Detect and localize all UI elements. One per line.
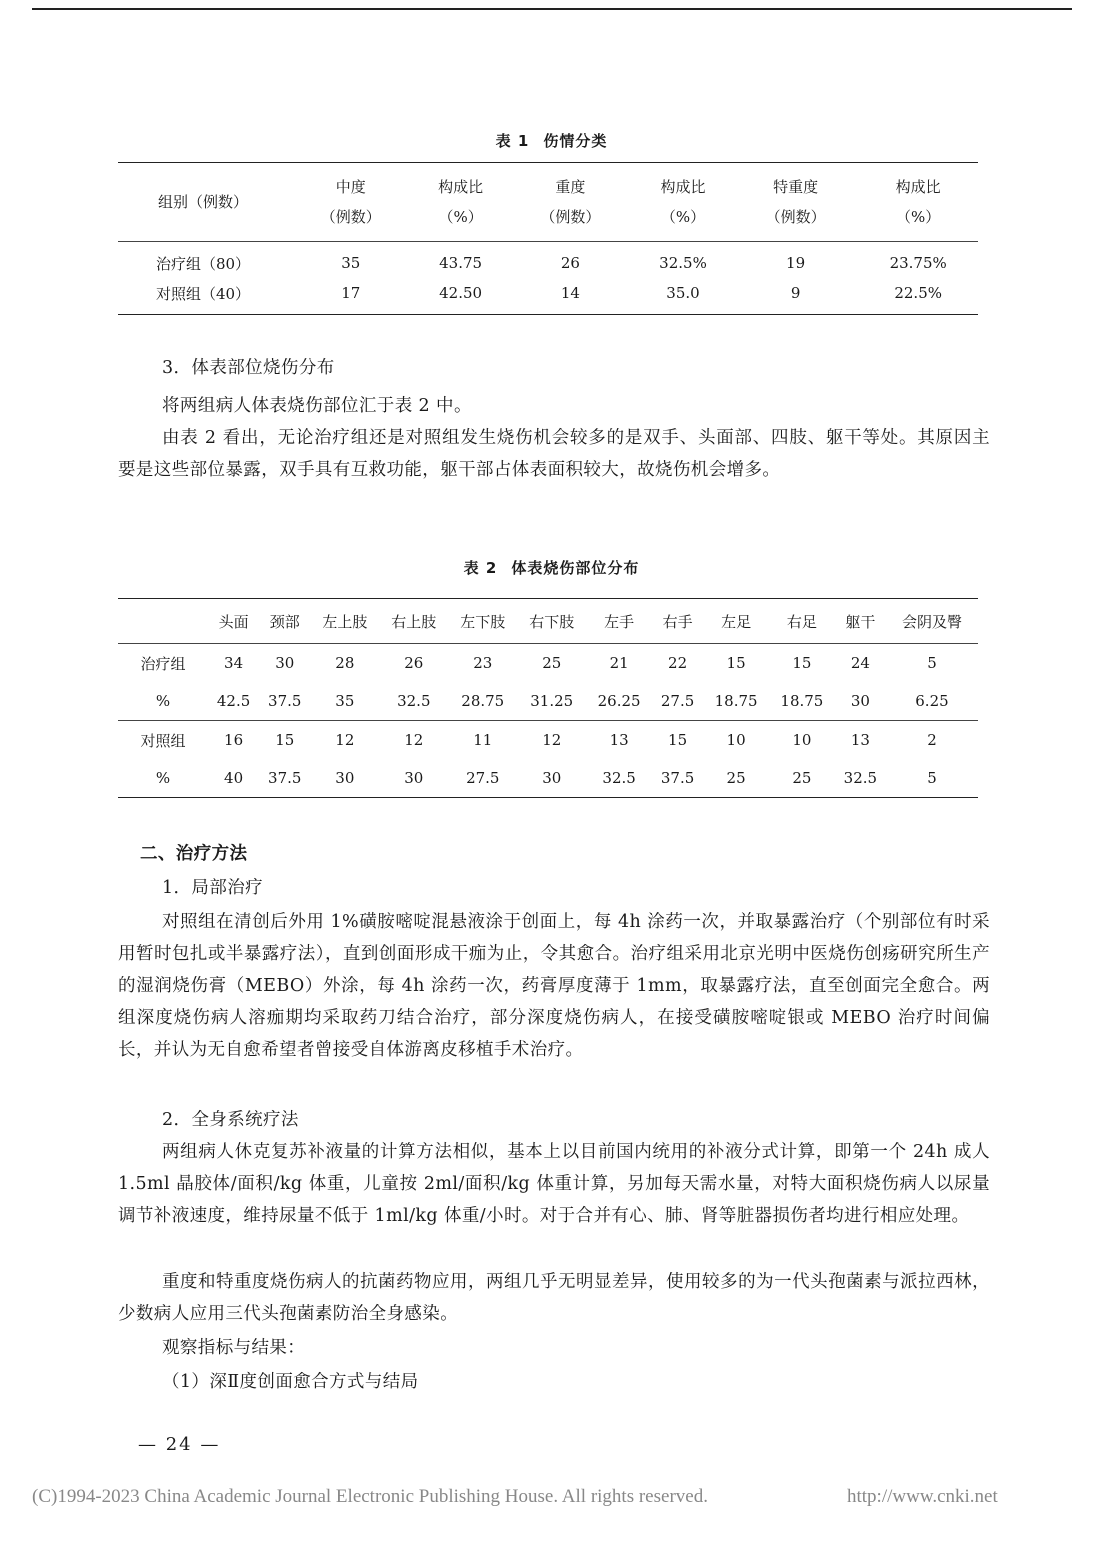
table-cell: 28.75 (448, 682, 517, 721)
table-cell: 14 (560, 284, 580, 302)
row-label: 治疗组 (140, 654, 186, 673)
table-cell: 15 (275, 731, 295, 749)
table-cell: 32.5 (602, 769, 636, 787)
column-header: 右上肢 (379, 599, 448, 644)
column-header: 头面 (208, 599, 259, 644)
table-cell: 30 (404, 769, 424, 787)
paragraph: 将两组病人体表烧伤部位汇于表 2 中。 (162, 396, 472, 416)
table-cell: 32.5% (659, 254, 707, 272)
table-cell: 23.75% (889, 254, 947, 272)
table-cell: 43.75 (439, 254, 483, 272)
column-header: 左上肢 (310, 599, 379, 644)
table-cell: 18.75 (769, 682, 835, 721)
table-cell: 13 (850, 731, 870, 749)
table-cell: 30 (275, 654, 295, 672)
column-header: 右足 (769, 599, 835, 644)
table-row (118, 721, 978, 760)
table-cell: 24 (850, 654, 870, 672)
table1-caption-title: 伤情分类 (543, 132, 608, 150)
table-cell: 34 (224, 654, 244, 672)
copyright-footer (32, 1486, 1072, 1508)
table-cell: 26 (404, 654, 424, 672)
table-cell: 12 (335, 731, 355, 749)
paragraph: 由表 2 看出，无论治疗组还是对照组发生烧伤机会较多的是双手、头面部、四肢、躯干等处。其原因主要是这些部位暴露，双手具有互救功能，躯干部占体表面积较大，故烧伤机会增多。 (118, 428, 990, 480)
table-cell: 9 (790, 284, 801, 302)
table-cell: 25 (792, 769, 812, 787)
table-cell: 22.5% (894, 284, 942, 302)
column-header: 左手 (586, 599, 652, 644)
column-header: 右手 (652, 599, 703, 644)
table-cell: 35 (341, 254, 361, 272)
page-number: — 24 — (138, 1434, 221, 1455)
injury-classification-table (118, 162, 978, 315)
column-header: 左下肢 (448, 599, 517, 644)
table-cell: 23 (473, 654, 493, 672)
column-header: 左足 (703, 599, 769, 644)
table-cell: 5 (927, 654, 937, 672)
table-cell: 对照组（40） (155, 284, 251, 303)
table-cell: 13 (609, 731, 629, 749)
table1-caption-number: 表 1 (495, 132, 530, 150)
table-row (118, 278, 978, 315)
burn-site-distribution-table (118, 598, 978, 798)
footer-url: http://www.cnki.net (847, 1486, 998, 1507)
subsection-heading: （1）深Ⅱ度创面愈合方式与结局 (162, 1372, 419, 1392)
table-cell: 16 (224, 731, 244, 749)
table-cell: 42.50 (439, 284, 483, 302)
paragraph: 两组病人休克复苏补液量的计算方法相似，基本上以目前国内统用的补液分式计算，即第一个 24h 成人 1.5ml 晶胶体/面积/kg 体重，儿童按 2ml/面积/kg 体重计算，另加每天需水量，对特大面积烧伤病人以尿量调节补液速度，维持尿量不低于 1ml/kg 体重/小时。对于合并有心、肺、肾等脏器损伤者均进行相应处理。 (118, 1142, 990, 1226)
table-cell: 25 (542, 654, 562, 672)
subsection-heading: 1．局部治疗 (162, 878, 264, 898)
table-cell: 2 (927, 731, 937, 749)
column-header: 组别（例数） (118, 163, 288, 242)
section-heading: 二、治疗方法 (140, 844, 248, 864)
table-cell: 治疗组（80） (155, 254, 251, 273)
table-row (118, 644, 978, 683)
row-label: % (155, 769, 171, 787)
subsection-heading: 观察指标与结果： (162, 1338, 306, 1358)
column-header: 构成比 （%） (414, 163, 508, 242)
table-cell: 28 (335, 654, 355, 672)
table-cell: 32.5 (379, 682, 448, 721)
table-row (118, 759, 978, 798)
table1-caption (0, 130, 1103, 151)
table-cell: 5 (927, 769, 937, 787)
table-cell: 25 (726, 769, 746, 787)
table-cell: 22 (668, 654, 688, 672)
table-cell: 26 (560, 254, 580, 272)
table-header-row (118, 599, 978, 644)
column-header: 颈部 (259, 599, 310, 644)
table-cell: 40 (224, 769, 244, 787)
table-cell: 31.25 (517, 682, 586, 721)
table-cell: 10 (792, 731, 812, 749)
table2-caption-title: 体表烧伤部位分布 (511, 559, 640, 577)
table-cell: 37.5 (268, 769, 302, 787)
table-cell: 18.75 (703, 682, 769, 721)
column-header: 右下肢 (517, 599, 586, 644)
table-cell: 30 (335, 769, 355, 787)
table-cell: 11 (473, 731, 493, 749)
table-cell: 12 (404, 731, 424, 749)
subsection-heading: 2．全身系统疗法 (162, 1110, 299, 1130)
table2-caption (0, 557, 1103, 578)
table-row (118, 242, 978, 279)
table-cell: 35.0 (666, 284, 700, 302)
column-header (118, 599, 208, 644)
table-cell: 35 (310, 682, 379, 721)
column-header: 构成比 （%） (858, 163, 978, 242)
row-label: % (118, 682, 208, 721)
table-row (118, 682, 978, 721)
table-cell: 15 (792, 654, 812, 672)
table-header-row (118, 163, 978, 242)
column-header: 躯干 (835, 599, 886, 644)
table-cell: 17 (341, 284, 361, 302)
table-cell: 15 (726, 654, 746, 672)
table-cell: 37.5 (660, 769, 695, 787)
table-cell: 21 (609, 654, 629, 672)
paragraph: 对照组在清创后外用 1%磺胺嘧啶混悬液涂于创面上，每 4h 涂药一次，并取暴露治疗（个别部位有时采用暂时包扎或半暴露疗法），直到创面形成干痂为止，令其愈合。治疗组采用北京光明中医烧伤创疡研究所生产的湿润烧伤膏（MEBO）外涂，每 4h 涂药一次，药膏厚度薄于 1mm，取暴露疗法，直至创面完全愈合。两组深度烧伤病人溶痂期均采取药刀结合治疗，部分深度烧伤病人，在接受磺胺嘧啶银或 MEBO 治疗时间偏长，并认为无自愈希望者曾接受自体游离皮移植手术治疗。 (118, 912, 990, 1060)
table-cell: 27.5 (466, 769, 500, 787)
table-cell: 15 (668, 731, 688, 749)
table2-caption-number: 表 2 (463, 559, 498, 577)
table-cell: 37.5 (259, 682, 310, 721)
column-header: 特重度 （例数） (733, 163, 859, 242)
column-header: 重度 （例数） (508, 163, 634, 242)
copyright-text: (C)1994-2023 China Academic Journal Electronic Publishing House. All rights reserved. (32, 1486, 708, 1507)
column-header: 会阴及臀 (886, 599, 978, 644)
section-heading: 3．体表部位烧伤分布 (162, 358, 335, 378)
table-cell: 12 (542, 731, 562, 749)
table-cell: 30 (542, 769, 562, 787)
table-cell: 19 (786, 254, 806, 272)
table-cell: 6.25 (886, 682, 978, 721)
table-cell: 30 (835, 682, 886, 721)
table-cell: 27.5 (652, 682, 703, 721)
table-cell: 42.5 (208, 682, 259, 721)
paragraph: 重度和特重度烧伤病人的抗菌药物应用，两组几乎无明显差异，使用较多的为一代头孢菌素与派拉西林，少数病人应用三代头孢菌素防治全身感染。 (118, 1272, 990, 1324)
column-header: 构成比 （%） (633, 163, 733, 242)
row-label: 对照组 (140, 731, 186, 750)
header-rule (32, 8, 1072, 10)
table-cell: 10 (726, 731, 746, 749)
table-cell: 26.25 (586, 682, 652, 721)
column-header: 中度 （例数） (288, 163, 414, 242)
table-cell: 32.5 (843, 769, 878, 787)
